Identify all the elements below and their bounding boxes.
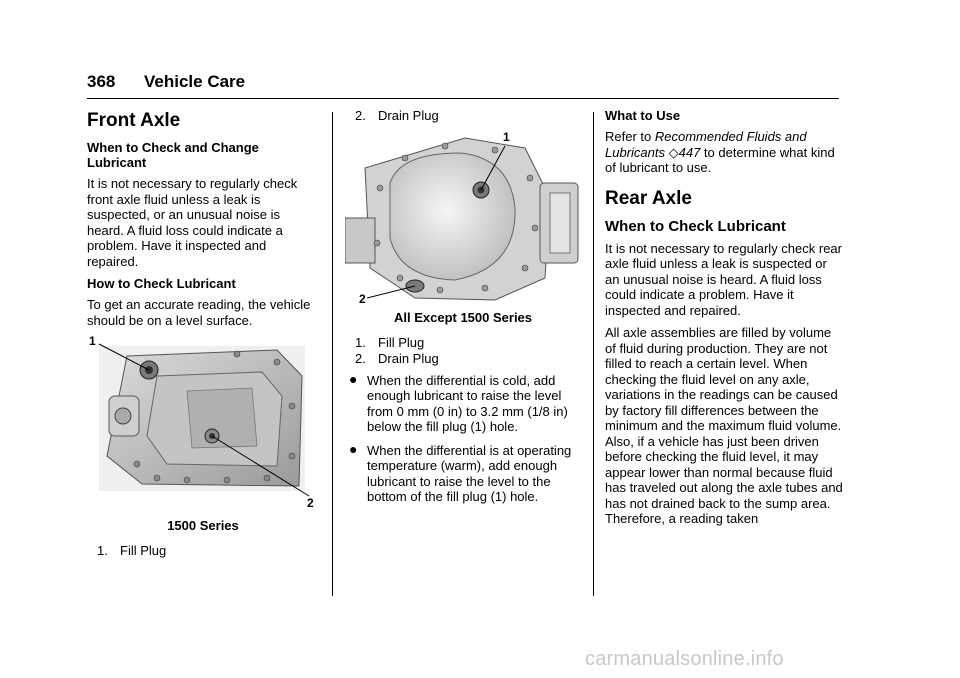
how-to-check-paragraph: To get an accurate reading, the vehicle should be on a level surface. <box>87 297 311 328</box>
column-1 <box>87 108 319 560</box>
list-item: 2. Drain Plug <box>355 351 439 366</box>
front-axle-1500-figure <box>87 336 319 514</box>
list-item: 1. Fill Plug <box>97 543 167 558</box>
bullet-cold-differential: ● When the differential is cold, add enough lubricant to raise the level from 0 mm (0 in) to 3.2 mm (1/8 in) below the fill plug (1) hole. <box>349 370 568 434</box>
figure-callout-2: 2 <box>307 496 314 510</box>
when-to-check-change-heading: When to Check and Change Lubricant <box>87 140 259 170</box>
figure-caption-except-1500: All Except 1500 Series <box>393 309 533 325</box>
page-number: 368 <box>87 72 116 91</box>
column-divider-1 <box>332 112 333 596</box>
recommended-fluids-link[interactable]: Recommended Fluids and Lubricants <box>605 129 807 160</box>
column-3 <box>605 108 843 534</box>
page-header <box>87 72 839 99</box>
list-item: 2. Drain Plug <box>355 108 439 123</box>
when-to-check-lubricant-heading: When to Check Lubricant <box>605 217 786 235</box>
rear-axle-heading: Rear Axle <box>605 187 692 209</box>
figure-callout-2: 2 <box>359 291 366 306</box>
list-item: 1. Fill Plug <box>355 334 425 350</box>
what-to-use-heading: What to Use <box>605 108 681 123</box>
column-2 <box>345 108 581 513</box>
bullet-icon: ● <box>349 440 358 457</box>
how-to-check-heading: How to Check Lubricant <box>87 276 236 291</box>
when-to-check-paragraph: It is not necessary to regularly check front axle fluid unless a leak is suspected, or an unusual noise is heard. A fluid loss could indicate a problem. Have it inspected and repaired. <box>87 176 298 269</box>
axle-except-1500-illustration <box>345 128 581 306</box>
figure-callout-1: 1 <box>89 334 96 348</box>
figure-caption-1500: 1500 Series <box>167 518 239 533</box>
axle-1500-illustration <box>87 336 319 514</box>
rear-axle-check-paragraph: It is not necessary to regularly check rear axle fluid unless a leak is suspected or an unusual noise is heard. A fluid loss could indicate a problem. Have it inspected and repaired. <box>605 240 842 318</box>
page-reference-icon: ◇ <box>668 144 679 160</box>
section-title: Vehicle Care <box>144 72 246 91</box>
front-axle-heading: Front Axle <box>87 110 181 131</box>
page-reference[interactable]: 447 <box>678 144 701 160</box>
what-to-use-paragraph: Refer to Recommended Fluids and Lubricants ◇447 to determine what kind of lubricant to use. <box>605 129 835 175</box>
figure-callout-1: 1 <box>503 129 510 144</box>
bullet-icon: ● <box>349 370 358 387</box>
watermark: carmanualsonline.info <box>585 648 784 670</box>
bullet-warm-differential: ● When the differential is at operating temperature (warm), add enough lubricant to raise the level to the bottom of the fill plug (1) hole. <box>349 440 572 504</box>
axle-assemblies-paragraph: All axle assemblies are filled by volume of fluid during production. They are not filled to reach a certain level. When checking the fluid level on any axle, variations in the readings can be caused by factory fill differences between the minimum and the maximum fluid volume. Also, if a vehicle has just been driven before checking the fluid level, it may appear lower than normal because fluid has traveled out along the axle tubes and has not drained back to the sump area. Therefore, a reading taken <box>605 325 843 526</box>
front-axle-except-1500-figure <box>345 128 581 306</box>
column-divider-2 <box>593 112 594 596</box>
